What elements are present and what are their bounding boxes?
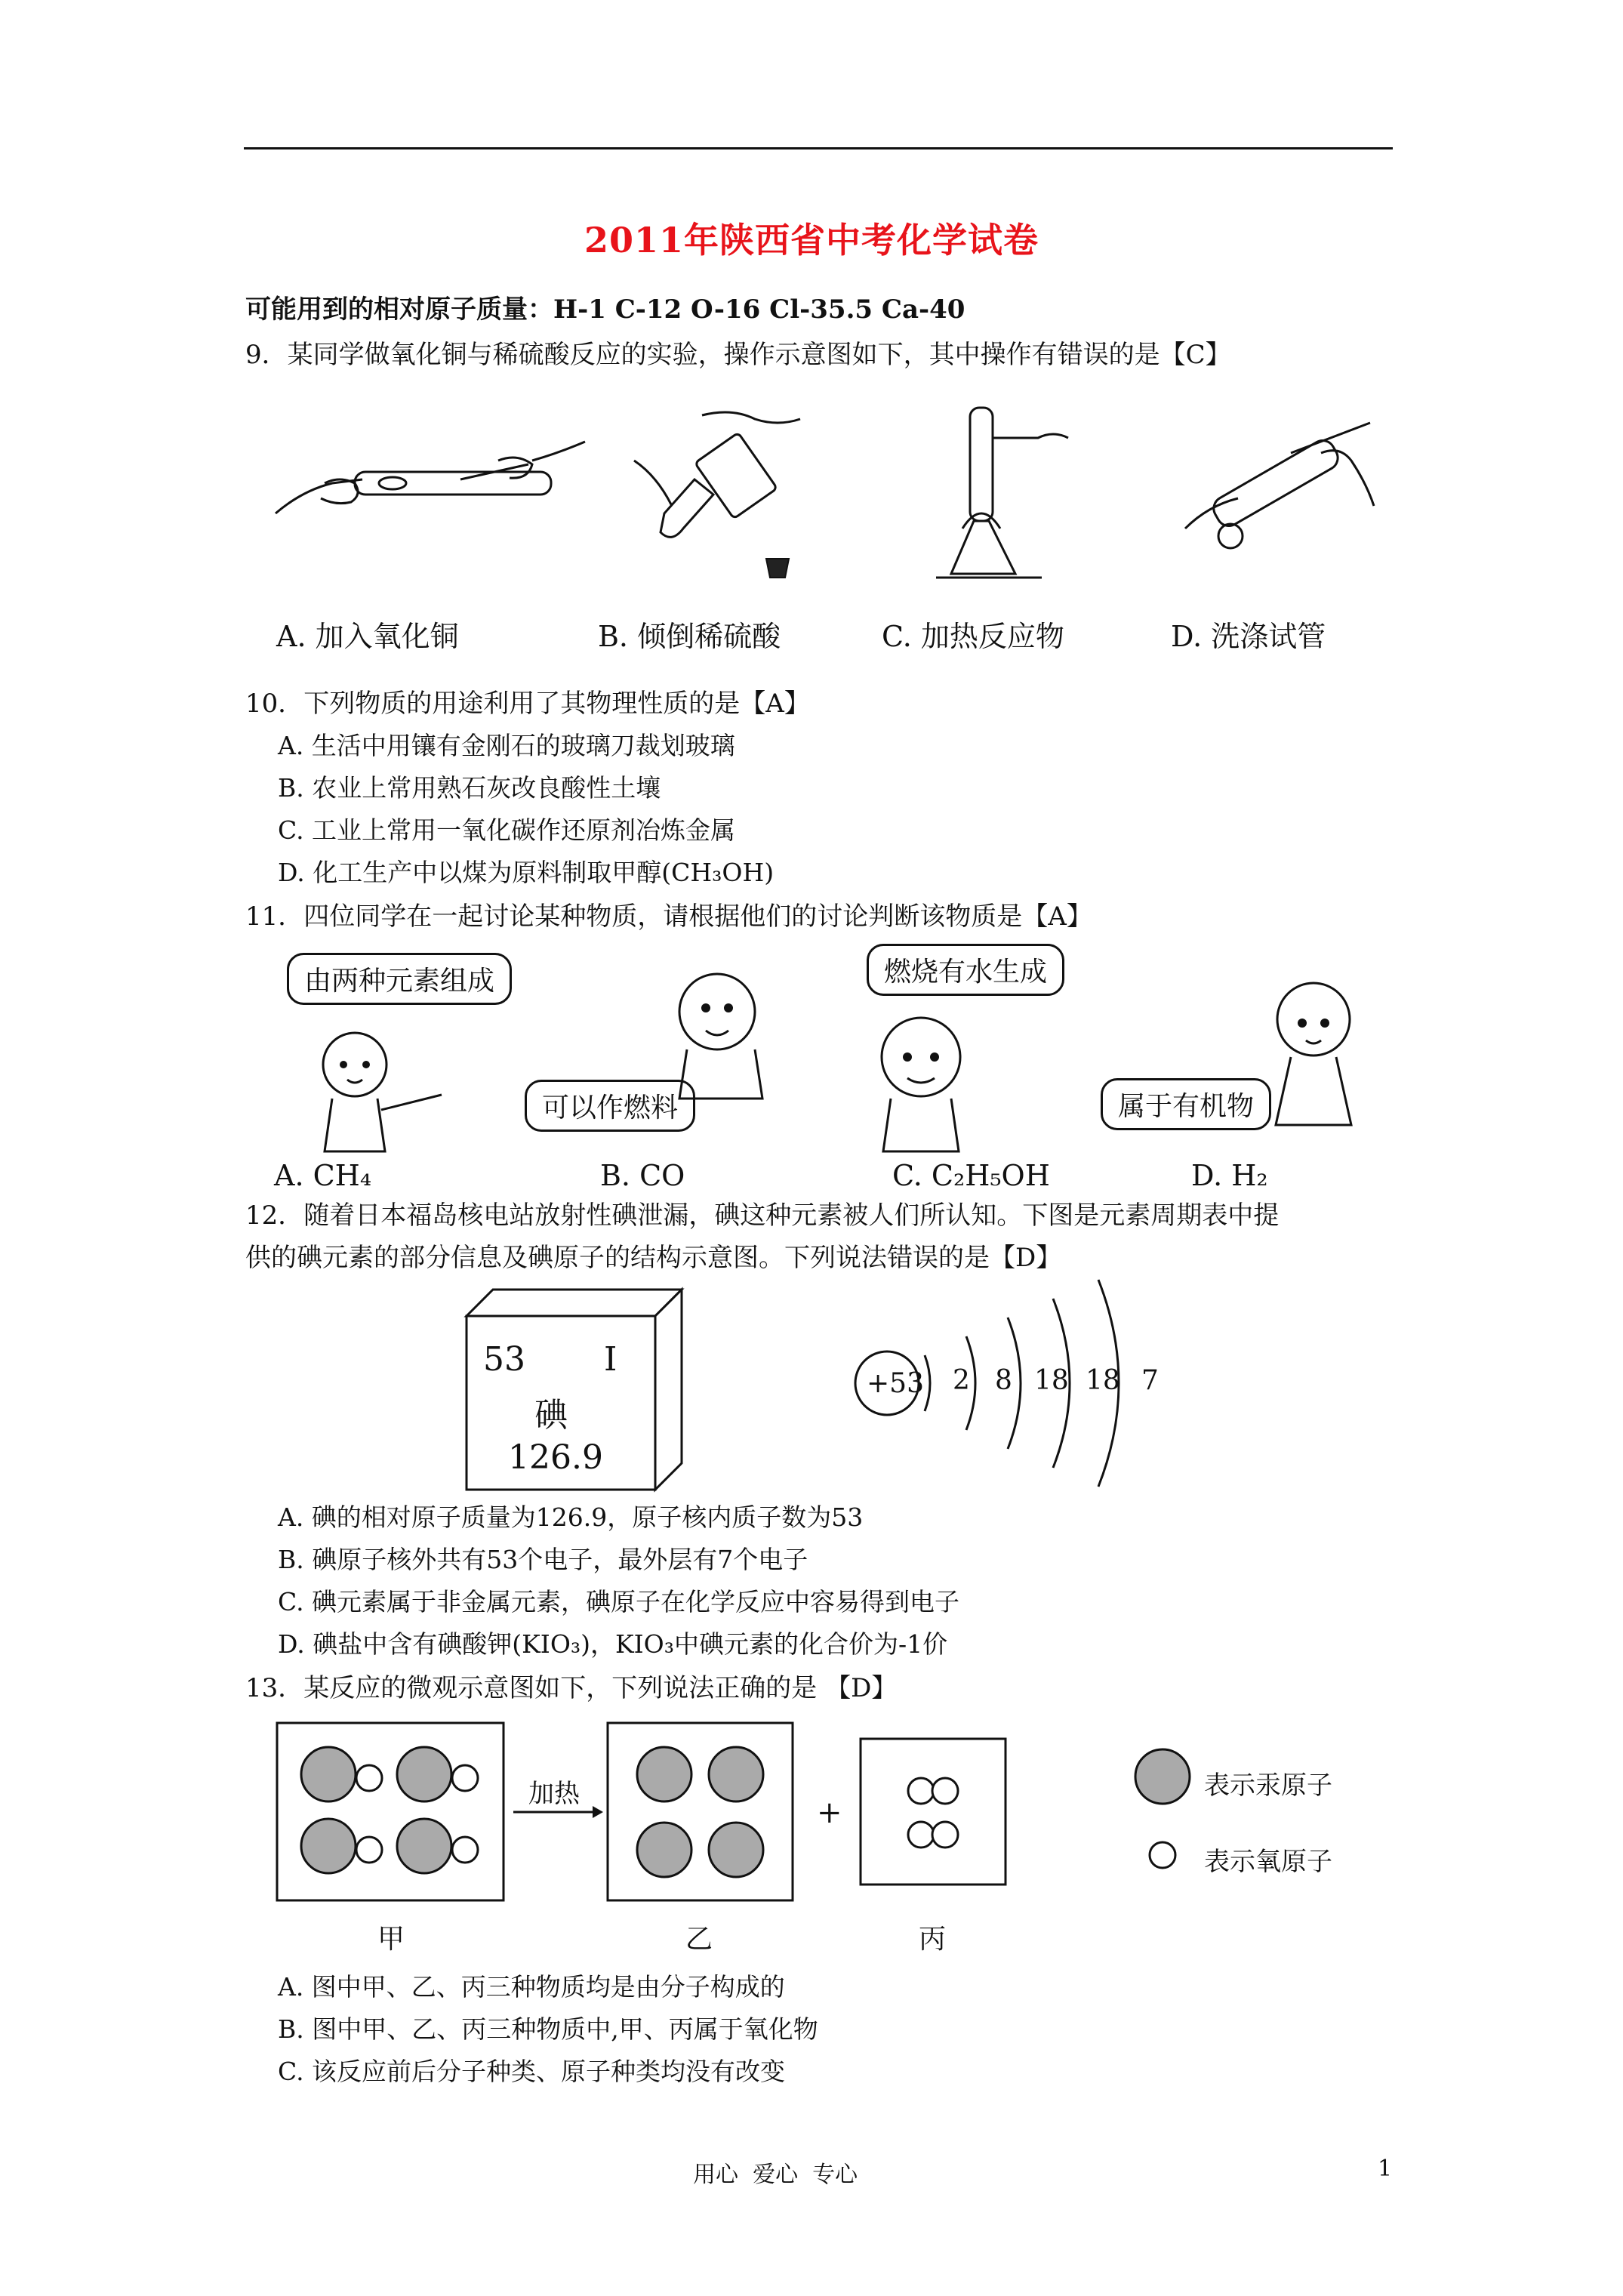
element-symbol: I: [604, 1340, 617, 1379]
q9-illustration-c: [929, 400, 1095, 581]
q13-stem: 13．某反应的微观示意图如下，下列说法正确的是 【D】: [245, 1673, 898, 1703]
page-title: 2011年陕西省中考化学试卷: [584, 220, 1039, 260]
q11-girl-1-figure: [302, 1004, 453, 1155]
footer-motto: 用心 爱心 专心: [693, 2162, 858, 2188]
atomic-masses: 可能用到的相对原子质量：H-1 C-12 O-16 Cl-35.5 Ca-40: [245, 294, 965, 325]
q11-option-d: D. H₂: [1191, 1159, 1268, 1192]
q9-caption-c: C. 加热反应物: [882, 620, 1064, 653]
q11-option-c: C. C₂H₅OH: [892, 1159, 1050, 1192]
atom-shell-1: 2: [953, 1365, 970, 1396]
q10-option-a: A. 生活中用镶有金刚石的玻璃刀裁划玻璃: [278, 731, 735, 760]
q13-legend-oxygen: 表示氧原子: [1204, 1847, 1332, 1877]
q9-caption-a: A. 加入氧化铜: [276, 620, 459, 653]
q9-illustration-d: [1178, 423, 1374, 574]
q13-option-a: A. 图中甲、乙、丙三种物质均是由分子构成的: [278, 1972, 785, 2002]
atom-nucleus: +53: [867, 1368, 924, 1399]
atom-shell-3: 18: [1034, 1365, 1069, 1396]
q9-illustration-a: [272, 438, 589, 544]
q11-bubble-1: 由两种元素组成: [287, 953, 512, 1005]
q11-option-a: A. CH₄: [274, 1159, 372, 1192]
q9-illustration-b: [619, 408, 815, 581]
q12-option-d: D. 碘盐中含有碘酸钾(KIO₃)，KIO₃中碘元素的化合价为-1价: [278, 1629, 948, 1659]
q12-stem-line1: 12．随着日本福岛核电站放射性碘泄漏，碘这种元素被人们所认知。下图是元素周期表中提: [245, 1200, 1280, 1231]
element-number: 53: [483, 1340, 525, 1379]
q11-bubble-4: 属于有机物: [1101, 1078, 1271, 1130]
atom-shell-4: 18: [1086, 1365, 1120, 1396]
q11-boy-2-figure: [861, 997, 989, 1155]
q13-box-label-jia: 甲: [377, 1924, 405, 1955]
q11-bubble-2: 可以作燃料: [525, 1080, 695, 1132]
q11-option-b: B. CO: [600, 1159, 685, 1192]
header-rule: [244, 147, 1393, 149]
q9-caption-b: B. 倾倒稀硫酸: [598, 620, 781, 653]
q11-girl-2-figure: [1246, 959, 1381, 1133]
q12-stem-line2: 供的碘元素的部分信息及碘原子的结构示意图。下列说法错误的是【D】: [245, 1243, 1062, 1273]
q9-caption-d: D. 洗涤试管: [1171, 620, 1326, 653]
atom-shell-2: 8: [995, 1365, 1012, 1396]
q12-option-a: A. 碘的相对原子质量为126.9，原子核内质子数为53: [278, 1502, 864, 1532]
q10-option-b: B. 农业上常用熟石灰改良酸性土壤: [278, 773, 661, 803]
atom-shell-5: 7: [1141, 1365, 1159, 1396]
q13-legend-mercury: 表示汞原子: [1204, 1771, 1332, 1801]
q13-option-b: B. 图中甲、乙、丙三种物质中,甲、丙属于氧化物: [278, 2014, 818, 2044]
q11-bubble-3: 燃烧有水生成: [867, 944, 1064, 996]
q10-option-d: D. 化工生产中以煤为原料制取甲醇(CH₃OH): [278, 858, 775, 887]
q9-stem: 9．某同学做氧化铜与稀硫酸反应的实验，操作示意图如下，其中操作有错误的是【C】: [245, 340, 1231, 370]
element-mass: 126.9: [508, 1438, 603, 1477]
q11-stem: 11．四位同学在一起讨论某种物质，请根据他们的讨论判断该物质是【A】: [245, 901, 1092, 932]
q12-option-b: B. 碘原子核外共有53个电子，最外层有7个电子: [278, 1545, 808, 1574]
q10-option-c: C. 工业上常用一氧化碳作还原剂冶炼金属: [278, 815, 736, 845]
q13-reaction-diagram: [276, 1721, 1332, 1918]
q13-box-label-yi: 乙: [685, 1924, 713, 1955]
q12-option-c: C. 碘元素属于非金属元素，碘原子在化学反应中容易得到电子: [278, 1587, 960, 1616]
page-number: 1: [1378, 2156, 1393, 2182]
q13-box-label-bing: 丙: [919, 1924, 947, 1955]
q13-arrow-label: 加热: [528, 1779, 580, 1809]
element-name: 碘: [534, 1396, 568, 1435]
q10-stem: 10．下列物质的用途利用了其物理性质的是【A】: [245, 689, 810, 719]
q13-plus-sign: +: [817, 1795, 842, 1830]
q11-boy-1-figure: [657, 955, 793, 1106]
q13-option-c: C. 该反应前后分子种类、原子种类均没有改变: [278, 2057, 786, 2086]
